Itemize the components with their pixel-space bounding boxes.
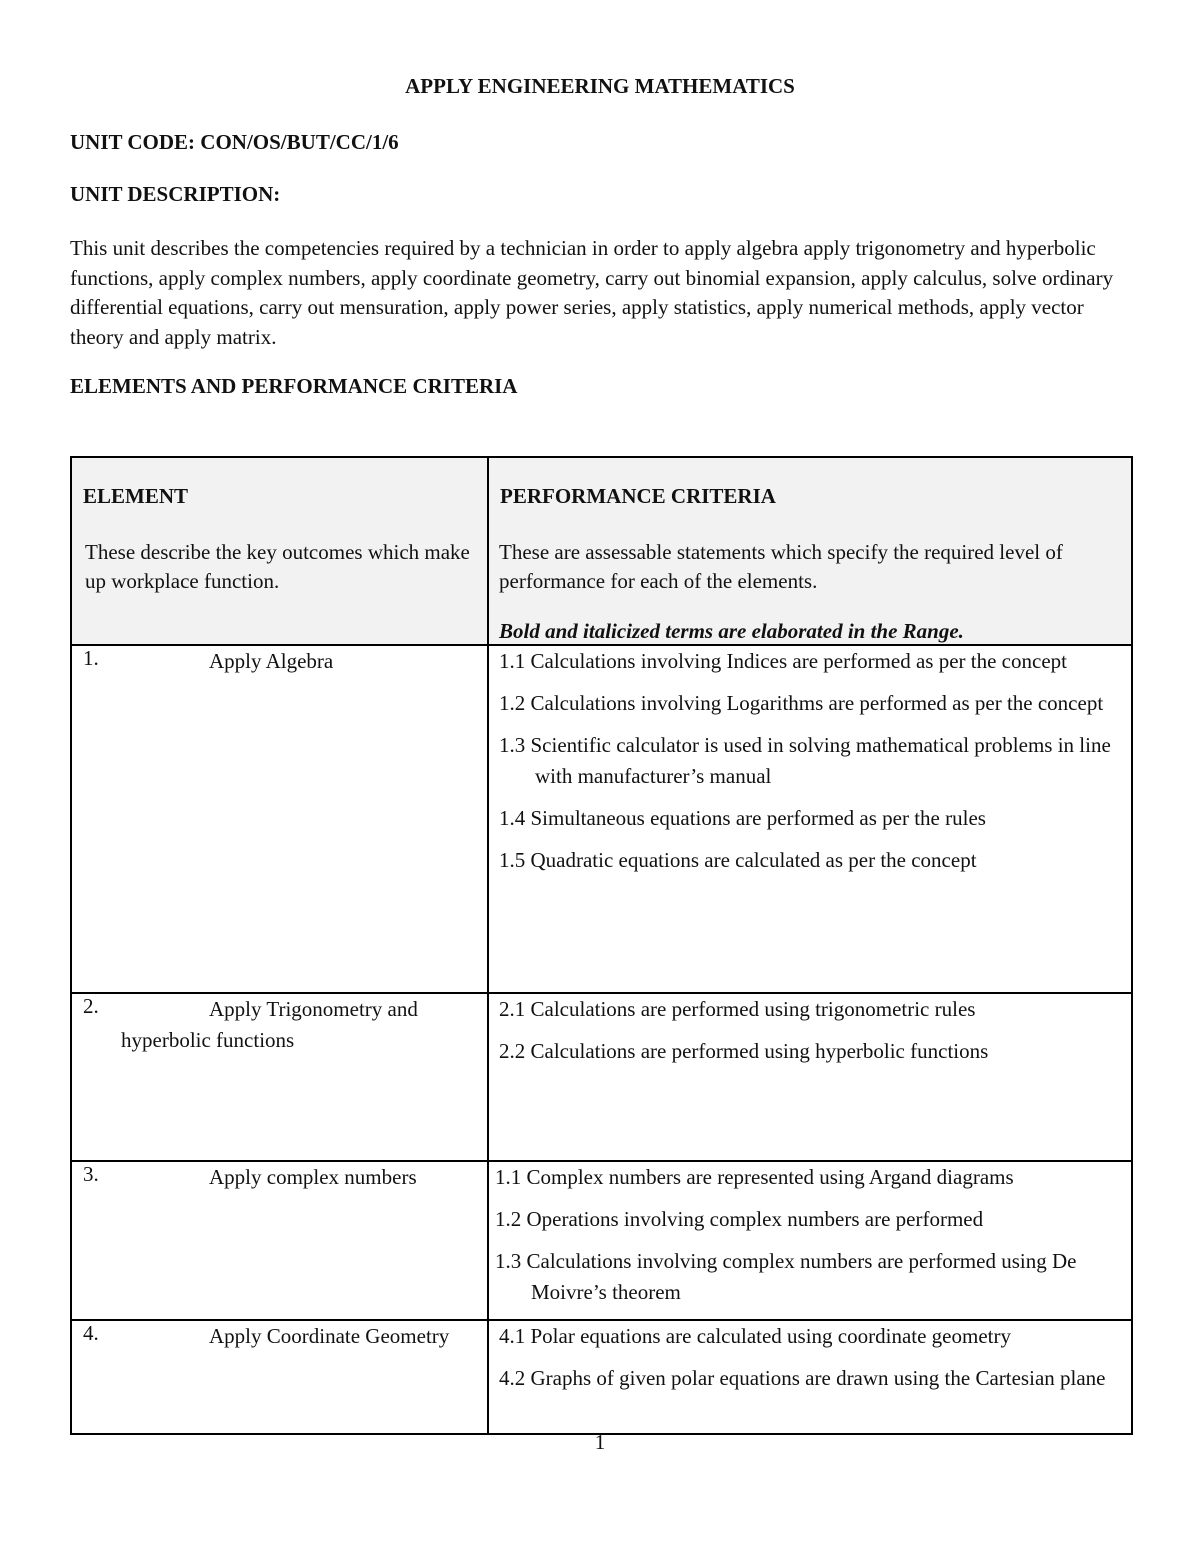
table-row (71, 1320, 1132, 1434)
element-number: 4. (83, 1321, 99, 1345)
criteria-cell (488, 993, 1132, 1161)
element-name-line1: Apply Trigonometry and (209, 997, 418, 1021)
element-name: Apply Coordinate Geometry (209, 1324, 450, 1348)
element-cell (71, 993, 488, 1161)
element-number: 2. (83, 994, 99, 1018)
criterion-item: 1.2 Calculations involving Logarithms are performed as per the concept (499, 691, 1104, 715)
element-name-line2: hyperbolic functions (121, 1028, 295, 1052)
criteria-cell (488, 645, 1132, 993)
criterion-item: 1.5 Quadratic equations are calculated as per the concept (499, 848, 977, 872)
performance-criteria-table (70, 456, 1133, 1435)
criterion-item: 4.1 Polar equations are calculated using coordinate geometry (499, 1324, 1011, 1348)
criterion-item: 2.1 Calculations are performed using trigonometric rules (499, 997, 976, 1021)
table-row (71, 645, 1132, 993)
criterion-item: 1.2 Operations involving complex numbers are performed (495, 1207, 984, 1231)
element-cell (71, 645, 488, 993)
element-cell (71, 1161, 488, 1320)
element-name: Apply complex numbers (209, 1165, 417, 1189)
element-cell (71, 1320, 488, 1434)
criteria-cell (488, 1320, 1132, 1434)
unit-code: UNIT CODE: CON/OS/BUT/CC/1/6 (70, 130, 399, 154)
criterion-item: 1.3 Calculations involving complex numbers are performed using De Moivre’s theorem (495, 1249, 1077, 1304)
criteria-header-cell (488, 457, 1132, 645)
document-title: APPLY ENGINEERING MATHEMATICS (405, 74, 795, 98)
criteria-cell (488, 1161, 1132, 1320)
criteria-header: PERFORMANCE CRITERIA (500, 484, 776, 508)
table-row (71, 1161, 1132, 1320)
table-header-row (71, 457, 1132, 645)
criterion-item: 1.3 Scientific calculator is used in solving mathematical problems in line with manufacturer’s manual (499, 733, 1111, 788)
criterion-item: 1.1 Complex numbers are represented using Argand diagrams (495, 1165, 1014, 1189)
element-name: Apply Algebra (209, 649, 334, 673)
criterion-item: 1.1 Calculations involving Indices are performed as per the concept (499, 649, 1067, 673)
criteria-note: Bold and italicized terms are elaborated in the Range. (499, 619, 964, 643)
criterion-item: 4.2 Graphs of given polar equations are drawn using the Cartesian plane (499, 1366, 1106, 1390)
element-number: 3. (83, 1162, 99, 1186)
elements-heading: ELEMENTS AND PERFORMANCE CRITERIA (70, 374, 518, 398)
page-number: 1 (594, 1430, 606, 1454)
criteria-description: These are assessable statements which specify the required level of performance for each of the elements. (499, 540, 1063, 593)
unit-description-heading: UNIT DESCRIPTION: (70, 182, 281, 206)
unit-description-text: This unit describes the competencies required by a technician in order to apply algebra apply trigonometry and hyperbolic functions, apply complex numbers, apply coordinate geometry, carry out binomial expansion, apply calculus, solve ordinary differential equations, carry out mensuration, apply power series, apply statistics, apply numerical methods, apply vector theory and apply matrix. (70, 236, 1114, 349)
element-number: 1. (83, 646, 99, 670)
element-header: ELEMENT (83, 484, 189, 508)
element-header-cell (71, 457, 488, 645)
criterion-item: 1.4 Simultaneous equations are performed as per the rules (499, 806, 986, 830)
table-row (71, 993, 1132, 1161)
element-description: These describe the key outcomes which make up workplace function. (85, 540, 470, 593)
criterion-item: 2.2 Calculations are performed using hyperbolic functions (499, 1039, 989, 1063)
